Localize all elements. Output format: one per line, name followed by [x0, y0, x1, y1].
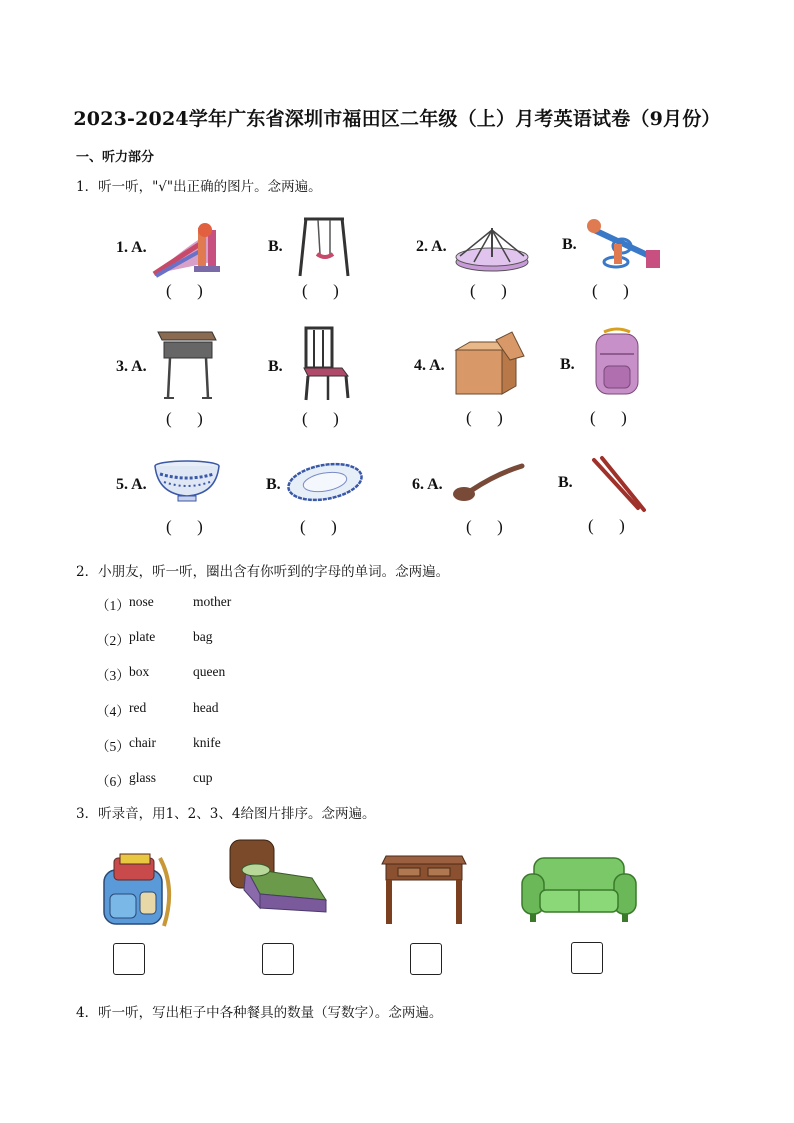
q2-row6-word2[interactable]: cup [193, 770, 213, 785]
q2-row6-word1[interactable]: glass [129, 770, 156, 785]
q1-item3-a-answer[interactable]: ( ) [166, 409, 203, 428]
chair-icon [298, 326, 352, 402]
desk-icon [156, 326, 218, 402]
q2-row3-word2[interactable]: queen [193, 664, 226, 679]
q1-item4-a-answer[interactable]: ( ) [466, 408, 503, 427]
q1-item3-b-label: B. [268, 358, 283, 375]
q2-row4-word1[interactable]: red [129, 700, 147, 715]
q2-row5-word1[interactable]: chair [129, 735, 156, 750]
q1-item6-b-label: B. [558, 474, 573, 491]
merry-go-round-icon [452, 224, 532, 274]
q2-row4-word2[interactable]: head [193, 700, 219, 715]
q1-item4-a-label: 4. A. [414, 357, 445, 374]
q3-order-box-1[interactable] [113, 943, 145, 975]
q2-row2-word2[interactable]: bag [193, 629, 213, 644]
q2-row2-word1[interactable]: plate [129, 629, 156, 644]
sofa-icon [520, 856, 638, 924]
bed-icon [226, 838, 330, 918]
page-title: 2023-2024学年广东省深圳市福田区二年级（上）月考英语试卷（9月份） [73, 108, 721, 130]
q1-item6-a-answer[interactable]: ( ) [466, 517, 503, 536]
q1-item4-b-label: B. [560, 356, 575, 373]
q2-row1-num: （1） [96, 598, 130, 613]
q1-item1-b-answer[interactable]: ( ) [302, 281, 339, 300]
q3-order-box-3[interactable] [410, 943, 442, 975]
q1-item1-b-label: B. [268, 238, 283, 255]
q2-row5-num: （5） [96, 739, 130, 754]
q2-row1-word1[interactable]: nose [129, 594, 154, 609]
q1-item5-a-label: 5. A. [116, 476, 147, 493]
q2-row6-num: （6） [96, 774, 130, 789]
q3-order-box-4[interactable] [571, 942, 603, 974]
q1-item2-b-answer[interactable]: ( ) [592, 281, 629, 300]
q1-item1-a-label: 1. A. [116, 239, 147, 256]
spoon-icon [452, 462, 526, 502]
question-3-text: 3．听录音，用1、2、3、4给图片排序。念两遍。 [76, 806, 376, 822]
slide-icon [150, 222, 222, 280]
q3-order-box-2[interactable] [262, 943, 294, 975]
q1-item5-a-answer[interactable]: ( ) [166, 517, 203, 536]
q1-item2-a-answer[interactable]: ( ) [470, 281, 507, 300]
schoolbag-icon [100, 848, 176, 928]
q1-item3-b-answer[interactable]: ( ) [302, 409, 339, 428]
q1-item3-a-label: 3. A. [116, 358, 147, 375]
q2-row5-word2[interactable]: knife [193, 735, 221, 750]
q2-row3-word1[interactable]: box [129, 664, 150, 679]
q1-item4-b-answer[interactable]: ( ) [590, 408, 627, 427]
question-2-text: 2．小朋友，听一听，圈出含有你听到的字母的单词。念两遍。 [76, 564, 450, 580]
q1-item1-a-answer[interactable]: ( ) [166, 281, 203, 300]
backpack-icon [592, 326, 642, 398]
seesaw-icon [584, 216, 664, 274]
plate-icon [286, 462, 364, 502]
question-1-text: 1．听一听，"√"出正确的图片。念两遍。 [76, 179, 322, 195]
box-icon [452, 330, 526, 398]
q2-row2-num: （2） [96, 633, 130, 648]
swing-icon [296, 214, 352, 278]
chopsticks-icon [590, 456, 648, 514]
q1-item5-b-answer[interactable]: ( ) [300, 517, 337, 536]
q1-item6-b-answer[interactable]: ( ) [588, 516, 625, 535]
q2-row4-num: （4） [96, 704, 130, 719]
section-heading-listening: 一、听力部分 [76, 150, 155, 165]
q1-item2-b-label: B. [562, 236, 577, 253]
table-icon [382, 850, 466, 926]
question-4-text: 4．听一听，写出柜子中各种餐具的数量（写数字）。念两遍。 [76, 1005, 443, 1021]
q1-item5-b-label: B. [266, 476, 281, 493]
q2-row1-word2[interactable]: mother [193, 594, 232, 609]
bowl-icon [154, 460, 220, 502]
q1-item2-a-label: 2. A. [416, 238, 447, 255]
q1-item6-a-label: 6. A. [412, 476, 443, 493]
q2-row3-num: （3） [96, 668, 130, 683]
